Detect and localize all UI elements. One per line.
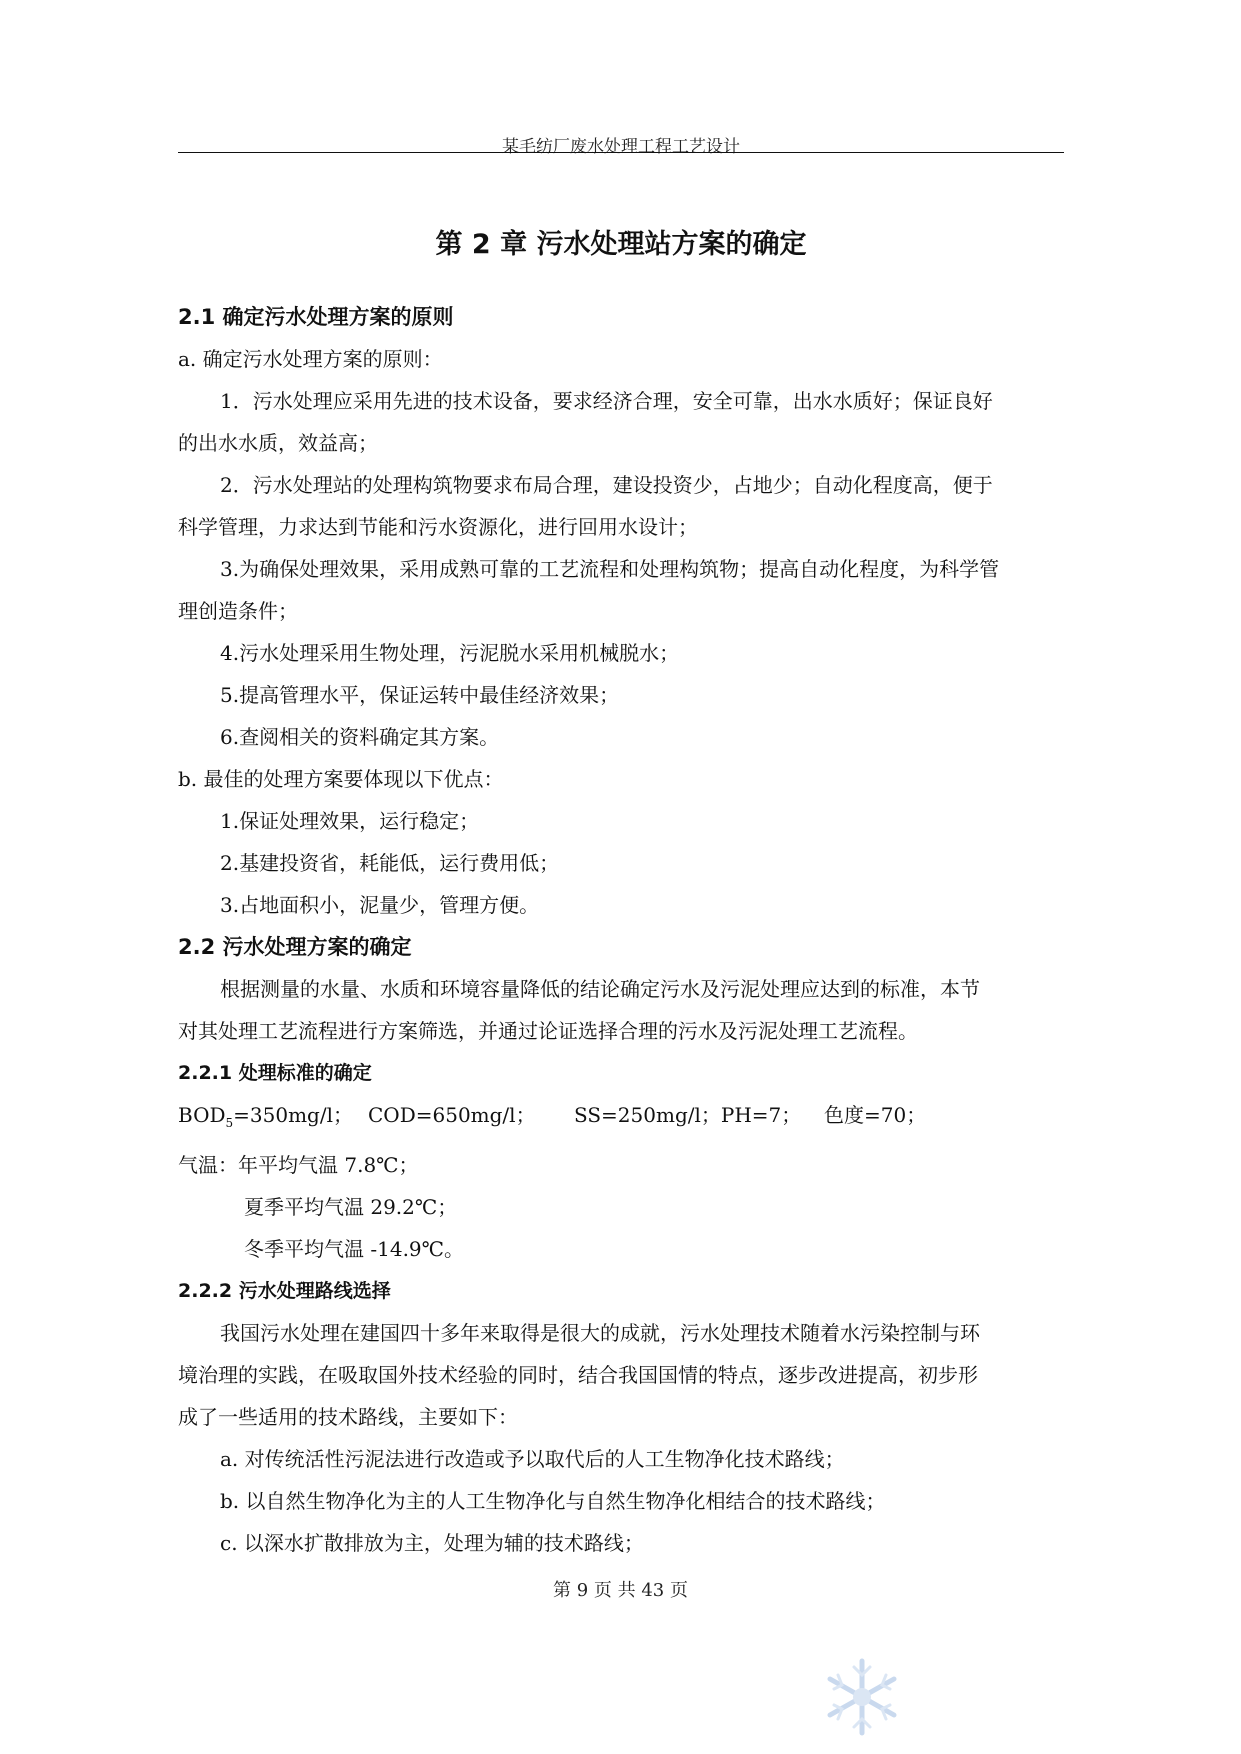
chapter-title: 第 2 章 污水处理站方案的确定 <box>435 229 807 260</box>
subsection-heading-2-2-1: 2.2.1 处理标准的确定 <box>178 1062 372 1084</box>
route-item-b: b. 以自然生物净化为主的人工生物净化与自然生物净化相结合的技术路线； <box>220 1489 886 1513</box>
standard-color: 色度=70； <box>824 1103 927 1127</box>
section-2-2-intro-line-1: 根据测量的水量、水质和环境容量降低的结论确定污水及污泥处理应达到的标准，本节 <box>220 977 980 1001</box>
temperature-summer: 夏季平均气温 29.2℃； <box>244 1195 458 1219</box>
snowflake-watermark-icon <box>820 1655 904 1739</box>
principle-item-3-line-1: 3.为确保处理效果，采用成熟可靠的工艺流程和处理构筑物；提高自动化程度，为科学管 <box>220 557 1000 581</box>
page-header-title: 某毛纺厂废水处理工程工艺设计 <box>502 137 740 157</box>
document-body <box>178 296 1064 1564</box>
route-item-c: c. 以深水扩散排放为主，处理为辅的技术路线； <box>220 1531 644 1555</box>
route-paragraph-line-2: 境治理的实践，在吸取国外技术经验的同时，结合我国国情的特点，逐步改进提高，初步形 <box>178 1363 978 1387</box>
route-item-a: a. 对传统活性污泥法进行改造或予以取代后的人工生物净化技术路线； <box>220 1447 845 1471</box>
advantage-item-2: 2.基建投资省，耗能低，运行费用低； <box>220 851 560 875</box>
advantage-item-3: 3.占地面积小，泥量少，管理方便。 <box>220 893 540 917</box>
principle-item-1-line-2: 的出水水质，效益高； <box>178 431 378 455</box>
principles-label-a: a. 确定污水处理方案的原则： <box>178 347 443 371</box>
temperature-annual: 气温：年平均气温 7.8℃； <box>178 1153 419 1177</box>
principle-item-4: 4.污水处理采用生物处理，污泥脱水采用机械脱水； <box>220 641 680 665</box>
section-heading-2-1: 2.1 确定污水处理方案的原则 <box>178 305 454 329</box>
temperature-winter: 冬季平均气温 -14.9℃。 <box>244 1237 465 1261</box>
standard-bod: $BOD_5=350mg/l$； <box>178 1103 353 1130</box>
section-2-2-intro-line-2: 对其处理工艺流程进行方案筛选，并通过论证选择合理的污水及污泥处理工艺流程。 <box>178 1019 918 1043</box>
principle-item-3-line-2: 理创造条件； <box>178 599 298 623</box>
section-heading-2-2: 2.2 污水处理方案的确定 <box>178 935 412 959</box>
header-rule <box>178 152 1064 153</box>
route-paragraph-line-3: 成了一些适用的技术路线，主要如下： <box>178 1405 518 1429</box>
standard-cod: COD=650mg/l； <box>368 1103 536 1127</box>
principle-item-6: 6.查阅相关的资料确定其方案。 <box>220 725 500 749</box>
standard-ss-ph: SS=250mg/l；PH=7； <box>574 1103 802 1127</box>
treatment-standards-row <box>178 1094 1064 1144</box>
principle-item-5: 5.提高管理水平，保证运转中最佳经济效果； <box>220 683 620 707</box>
principle-item-2-line-2: 科学管理，力求达到节能和污水资源化，进行回用水设计； <box>178 515 698 539</box>
route-paragraph-line-1: 我国污水处理在建国四十多年来取得是很大的成就，污水处理技术随着水污染控制与环 <box>220 1321 980 1345</box>
advantage-item-1: 1.保证处理效果，运行稳定； <box>220 809 480 833</box>
advantages-label-b: b. 最佳的处理方案要体现以下优点： <box>178 767 504 791</box>
principle-item-2-line-1: 2．污水处理站的处理构筑物要求布局合理，建设投资少，占地少；自动化程度高，便于 <box>220 473 993 497</box>
subsection-heading-2-2-2: 2.2.2 污水处理路线选择 <box>178 1280 391 1302</box>
page-number-footer: 第 9 页 共 43 页 <box>553 1580 688 1601</box>
principle-item-1-line-1: 1．污水处理应采用先进的技术设备，要求经济合理，安全可靠，出水水质好；保证良好 <box>220 389 993 413</box>
